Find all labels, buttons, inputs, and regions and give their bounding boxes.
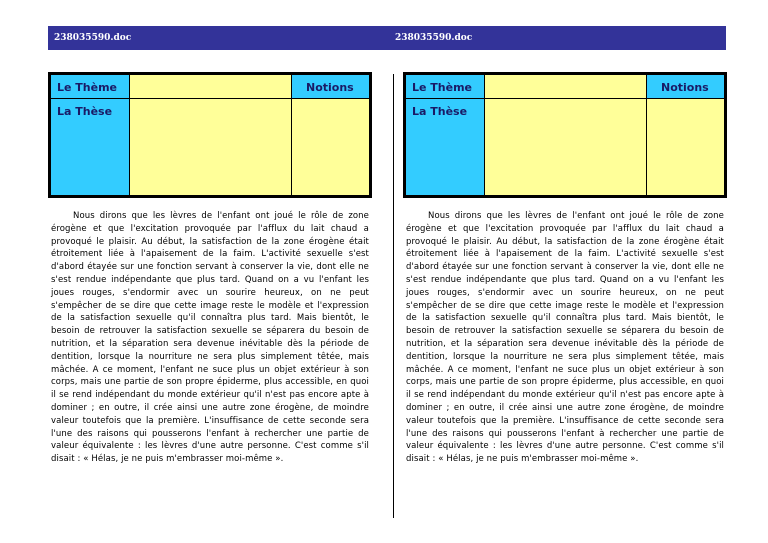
theme-header-cell <box>406 75 485 99</box>
theme-grid <box>48 72 372 198</box>
theme-value-cell <box>130 75 292 99</box>
theme-grid <box>403 72 727 198</box>
these-header-cell <box>406 99 485 195</box>
theme-header-cell <box>51 75 130 99</box>
left-page <box>48 72 372 474</box>
document-title-bar <box>48 26 726 50</box>
these-label: La Thèse <box>412 105 468 118</box>
notions-value-cell <box>647 99 724 195</box>
these-value-cell <box>130 99 292 195</box>
theme-label: Le Thème <box>412 81 473 94</box>
these-label: La Thèse <box>57 105 113 118</box>
notions-value-cell <box>292 99 369 195</box>
body-paragraph: Nous dirons que les lèvres de l'enfant ont joué le rôle de zone érogène et que l'excitation provoquée par l'afflux du lait chaud a provoqué le plaisir. Au début, la satisfaction de la zone érogène était étroitement liée à l'apaisement de la faim. L'activité sexuelle s'est d'abord étayée sur une fonction servant à conserver la vie, dont elle ne s'est rendue indépendante que plus tard. Quand on a vu l'enfant les joues rouges, s'endormir avec un sourire heureux, on ne peut s'empêcher de se dire que cette image reste le modèle et l'expression de la satisfaction sexuelle qu'il connaîtra plus tard. Mais bientôt, le besoin de retrouver la satisfaction sexuelle se séparera du besoin de nutrition, et la séparation sera devenue inévitable dès la période de dentition, lorsque la nourriture ne sera plus simplement têtée, mais mâchée. A ce moment, l'enfant ne suce plus un objet extérieur à son corps, mais une partie de son propre épiderme, plus accessible, en quoi il se rend indépendant du monde extérieur qu'il n'est pas encore apte à dominer ; en outre, il crée ainsi une autre zone érogène, de moindre valeur toutefois que la première. L'insuffisance de cette seconde sera l'une des raisons qui pousserons l'enfant à rechercher une partie de valeur équivalente : les lèvres d'une autre personne. C'est comme s'il disait : « Hélas, je ne puis m'embrasser moi-même ». <box>406 211 724 465</box>
these-header-cell <box>51 99 130 195</box>
page-divider <box>393 74 394 518</box>
right-page <box>403 72 727 474</box>
theme-label: Le Thème <box>57 81 118 94</box>
right-page-filename: 238035590.doc <box>395 33 473 43</box>
theme-value-cell <box>485 75 647 99</box>
body-paragraph: Nous dirons que les lèvres de l'enfant ont joué le rôle de zone érogène et que l'excitation provoquée par l'afflux du lait chaud a provoqué le plaisir. Au début, la satisfaction de la zone érogène était étroitement liée à l'apaisement de la faim. L'activité sexuelle s'est d'abord étayée sur une fonction servant à conserver la vie, dont elle ne s'est rendue indépendante que plus tard. Quand on a vu l'enfant les joues rouges, s'endormir avec un sourire heureux, on ne peut s'empêcher de se dire que cette image reste le modèle et l'expression de la satisfaction sexuelle qu'il connaîtra plus tard. Mais bientôt, le besoin de retrouver la satisfaction sexuelle se séparera du besoin de nutrition, et la séparation sera devenue inévitable dès la période de dentition, lorsque la nourriture ne sera plus simplement têtée, mais mâchée. A ce moment, l'enfant ne suce plus un objet extérieur à son corps, mais une partie de son propre épiderme, plus accessible, en quoi il se rend indépendant du monde extérieur qu'il n'est pas encore apte à dominer ; en outre, il crée ainsi une autre zone érogène, de moindre valeur toutefois que la première. L'insuffisance de cette seconde sera l'une des raisons qui pousserons l'enfant à rechercher une partie de valeur équivalente : les lèvres d'une autre personne. C'est comme s'il disait : « Hélas, je ne puis m'embrasser moi-même ». <box>51 211 369 465</box>
notions-label: Notions <box>661 81 709 94</box>
these-value-cell <box>485 99 647 195</box>
notions-label: Notions <box>306 81 354 94</box>
left-page-filename: 238035590.doc <box>54 33 132 43</box>
notions-header-cell <box>292 75 369 99</box>
notions-header-cell <box>647 75 724 99</box>
